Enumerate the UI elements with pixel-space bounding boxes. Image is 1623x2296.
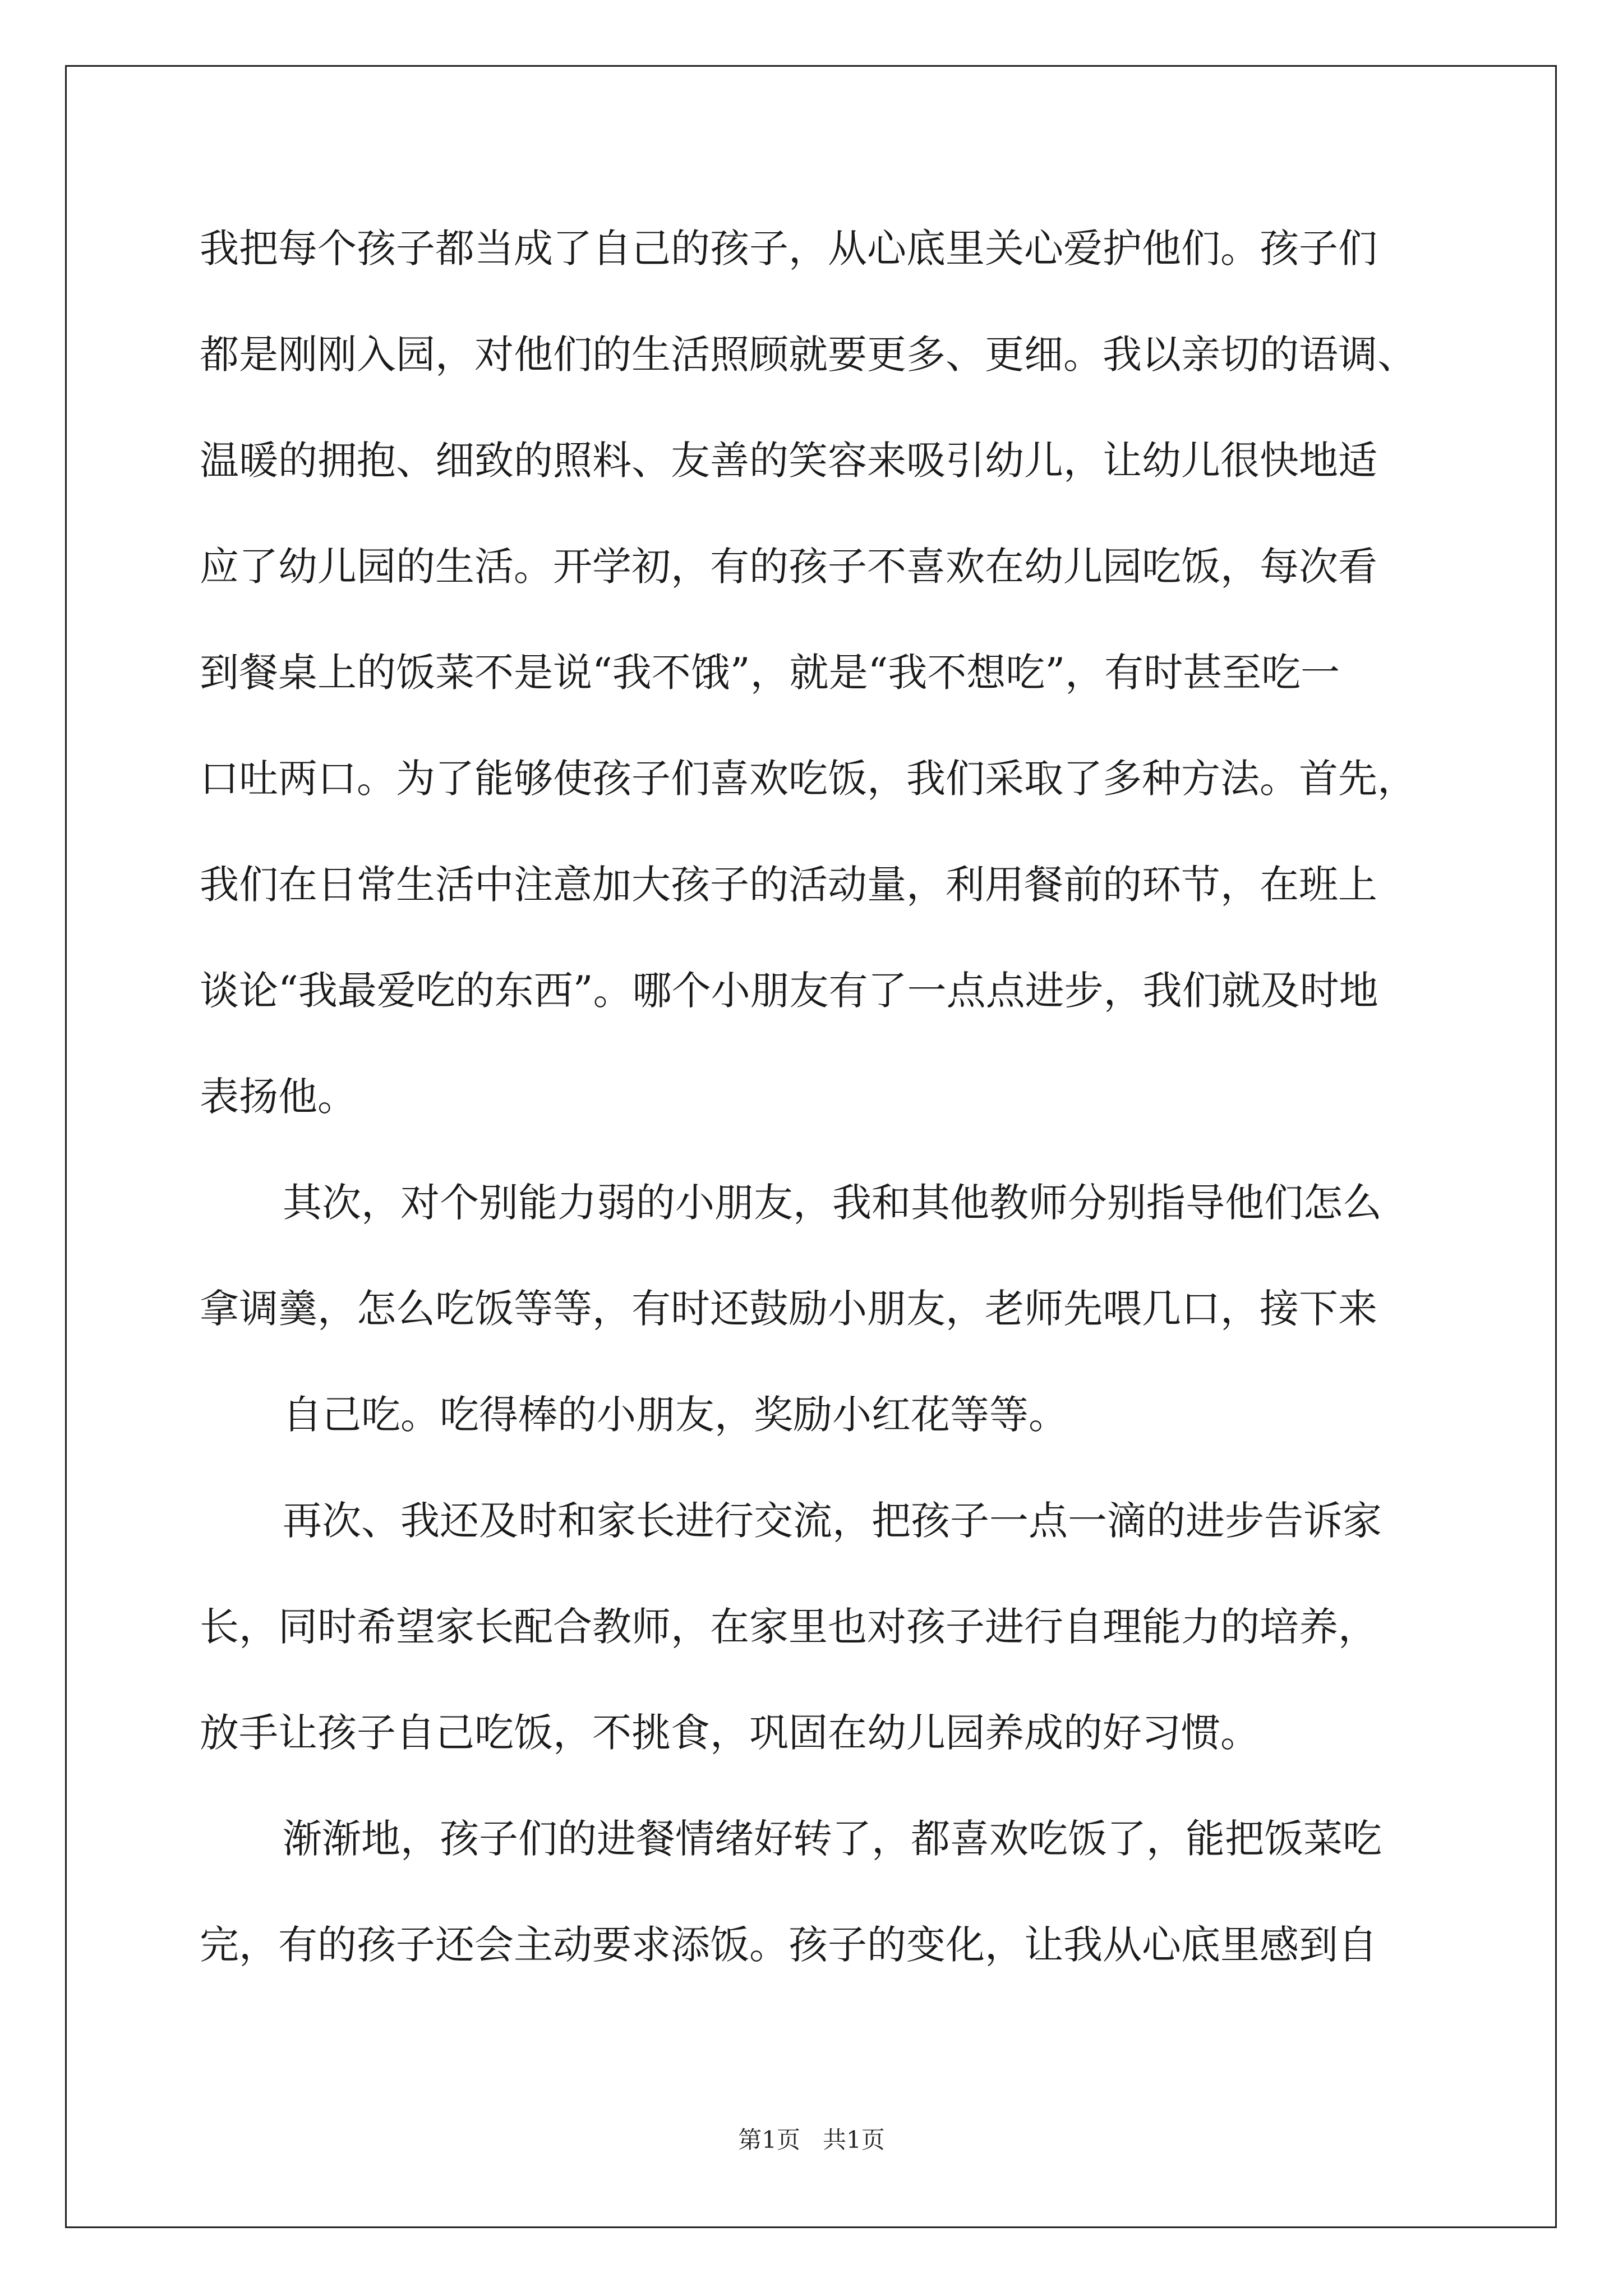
text-line-14: 长，同时希望家长配合教师，在家里也对孩子进行自理能力的培养， (200, 1604, 1377, 1650)
text-line-9: 表扬他。 (200, 1074, 357, 1120)
text-line-10: 其次，对个别能力弱的小朋友，我和其他教师分别指导他们怎么 (283, 1180, 1382, 1226)
text-line-13: 再次、我还及时和家长进行交流，把孩子一点一滴的进步告诉家 (283, 1498, 1382, 1544)
page-border (65, 65, 1557, 2228)
text-line-16: 渐渐地，孩子们的进餐情绪好转了，都喜欢吃饭了，能把饭菜吃 (283, 1816, 1382, 1862)
text-line-7: 我们在日常生活中注意加大孩子的活动量，利用餐前的环节，在班上 (200, 862, 1377, 908)
text-line-17: 完，有的孩子还会主动要求添饭。孩子的变化，让我从心底里感到自 (200, 1922, 1377, 1968)
page-number-footer: 第1页 共1页 (738, 2126, 885, 2154)
text-line-8: 谈论“我最爱吃的东西”。哪个小朋友有了一点点进步，我们就及时地 (200, 968, 1378, 1014)
text-line-4: 应了幼儿园的生活。开学初，有的孩子不喜欢在幼儿园吃饭，每次看 (200, 544, 1377, 590)
text-line-12: 自己吃。吃得棒的小朋友，奖励小红花等等。 (283, 1392, 1068, 1438)
text-line-15: 放手让孩子自己吃饭，不挑食，巩固在幼儿园养成的好习惯。 (200, 1710, 1260, 1756)
text-line-1: 我把每个孩子都当成了自己的孩子，从心底里关心爱护他们。孩子们 (200, 226, 1377, 272)
text-line-2: 都是刚刚入园，对他们的生活照顾就要更多、更细。我以亲切的语调、 (200, 332, 1417, 378)
text-line-3: 温暖的拥抱、细致的照料、友善的笑容来吸引幼儿，让幼儿很快地适 (200, 438, 1377, 484)
text-line-6: 口吐两口。为了能够使孩子们喜欢吃饭，我们采取了多种方法。首先， (200, 756, 1417, 802)
text-line-5: 到餐桌上的饭菜不是说“我不饿”，就是“我不想吃”，有时甚至吃一 (200, 650, 1340, 696)
text-line-11: 拿调羹，怎么吃饭等等，有时还鼓励小朋友，老师先喂几口，接下来 (200, 1286, 1377, 1332)
